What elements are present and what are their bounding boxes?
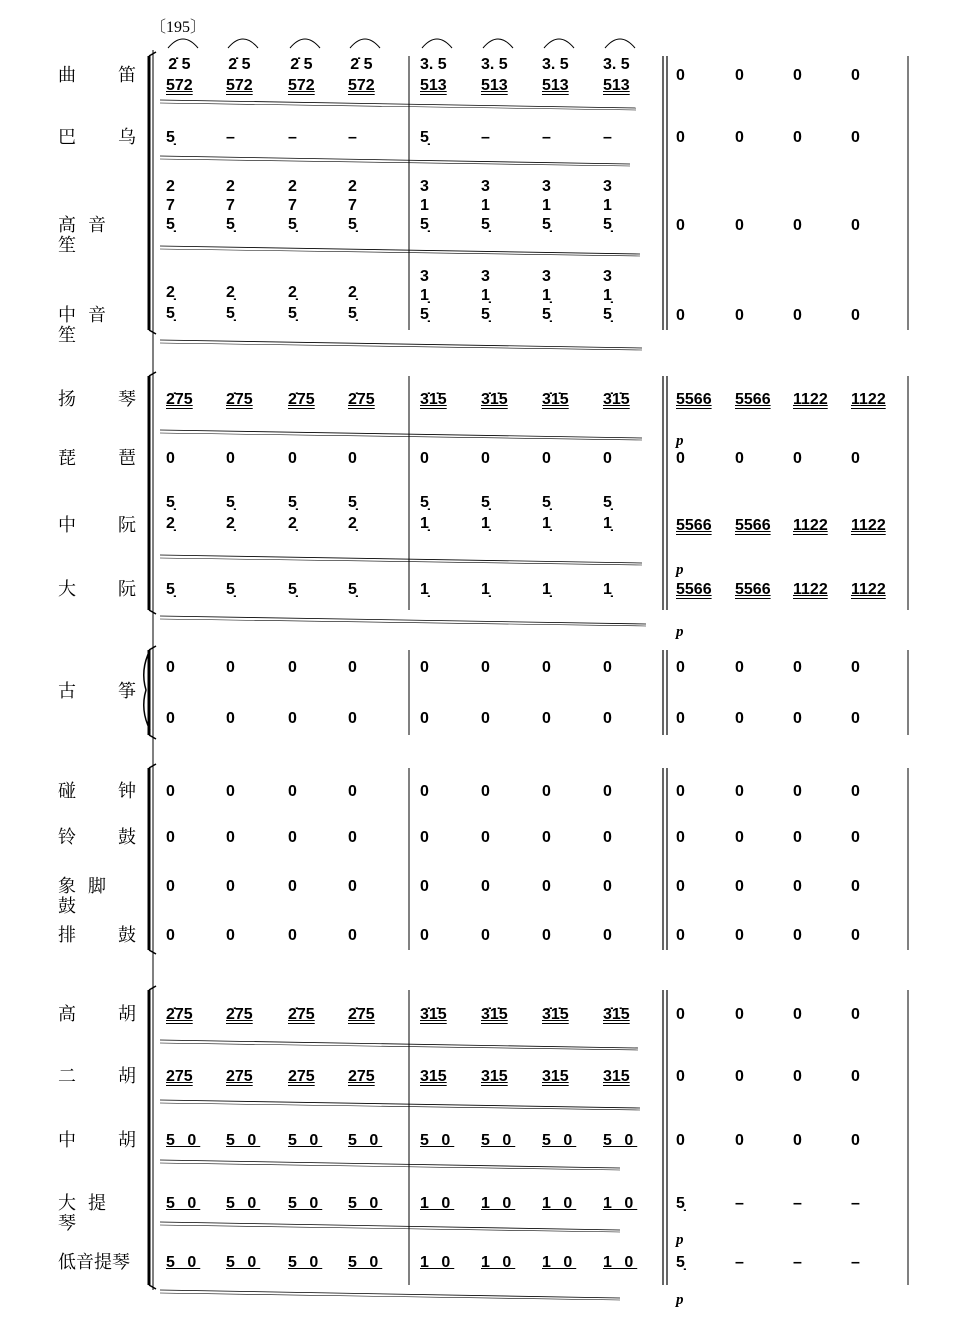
instrument-label: 大 阮	[58, 579, 136, 600]
note: 1122	[851, 391, 886, 408]
note: 0	[676, 1132, 685, 1149]
note: 0	[735, 829, 744, 846]
note: –	[851, 1254, 860, 1271]
note: 0	[676, 1006, 685, 1023]
note: 0	[851, 217, 860, 234]
note: 3̇1̇5	[542, 1006, 569, 1023]
note: 0	[676, 927, 685, 944]
note: 2̇ 5 572	[288, 56, 315, 94]
note: 5̣ 1̣	[420, 494, 429, 532]
note: 0	[420, 783, 429, 800]
note: 5̣ 2̣	[226, 494, 235, 532]
note: 275	[166, 1068, 193, 1085]
note: 0	[735, 307, 744, 324]
note: 0	[793, 829, 802, 846]
rehearsal-mark: 〔195〕	[150, 19, 207, 36]
note: 0	[676, 878, 685, 895]
instrument-label: 大提琴	[58, 1193, 118, 1234]
note: 0	[851, 927, 860, 944]
note: –	[226, 129, 235, 146]
note: 2̣ 5̣	[288, 284, 297, 322]
note: 5̣	[420, 129, 429, 146]
note: 0	[226, 878, 235, 895]
note: 315	[603, 1068, 630, 1085]
instrument-label: 高 胡	[58, 1004, 136, 1025]
note: 5 0	[166, 1254, 201, 1271]
note: 0	[793, 307, 802, 324]
note: 2̇75	[348, 1006, 375, 1023]
note: 0	[851, 1068, 860, 1085]
note: 3 1̣ 5̣	[542, 268, 551, 323]
note: 2̇75	[348, 391, 375, 408]
note: 0	[676, 659, 685, 676]
note: 0	[481, 710, 490, 727]
note: 0	[166, 829, 175, 846]
note: 1 0	[420, 1254, 455, 1271]
note: 0	[793, 217, 802, 234]
note: 0	[603, 878, 612, 895]
note: 0	[348, 927, 357, 944]
slur	[228, 39, 258, 48]
note: 1122	[851, 581, 886, 598]
note: 0	[226, 783, 235, 800]
note: 1 0	[481, 1254, 516, 1271]
note: 315	[420, 1068, 447, 1085]
note: 0	[542, 710, 551, 727]
note: –	[481, 129, 490, 146]
note: 0	[676, 67, 685, 84]
note: 2̣ 5̣	[166, 284, 175, 322]
note: 0	[735, 927, 744, 944]
note: 0	[288, 710, 297, 727]
note: 275	[288, 1068, 315, 1085]
note: 5̣ 1̣	[481, 494, 490, 532]
note: 3. 5 513	[542, 56, 569, 94]
note: 0	[348, 829, 357, 846]
note: 2̇75	[226, 391, 253, 408]
note: 3. 5 513	[603, 56, 630, 94]
instrument-label: 二 胡	[58, 1066, 136, 1087]
note: 0	[481, 927, 490, 944]
instrument-label: 高音笙	[58, 215, 118, 256]
note: –	[542, 129, 551, 146]
note: 0	[226, 927, 235, 944]
note: 0	[851, 1132, 860, 1149]
note: 0	[735, 1006, 744, 1023]
note: 0	[542, 927, 551, 944]
note: 1122	[793, 517, 828, 534]
note: 0	[851, 783, 860, 800]
note: 0	[226, 829, 235, 846]
note: 5̣ 2̣	[166, 494, 175, 532]
note: 3̇1̇5	[542, 391, 569, 408]
instrument-label: 低音提琴	[58, 1252, 130, 1273]
note: 0	[481, 783, 490, 800]
note: 0	[603, 659, 612, 676]
note: 3. 5 513	[420, 56, 447, 94]
note: 0	[676, 710, 685, 727]
dynamic-mark: p	[676, 1292, 684, 1308]
note: 0	[481, 450, 490, 467]
note: 5̣	[676, 1254, 685, 1271]
note: 0	[676, 783, 685, 800]
note: 5 0	[166, 1132, 201, 1149]
note: 0	[793, 67, 802, 84]
note: 0	[348, 710, 357, 727]
note: 0	[288, 927, 297, 944]
note: 5 0	[166, 1195, 201, 1212]
slur	[605, 39, 635, 48]
dynamic-mark: p	[676, 562, 684, 578]
note: 0	[793, 783, 802, 800]
note: 0	[166, 450, 175, 467]
note: 0	[288, 829, 297, 846]
note: 0	[420, 927, 429, 944]
instrument-label: 铃 鼓	[58, 827, 136, 848]
note: 0	[481, 659, 490, 676]
note: 0	[851, 67, 860, 84]
note: 0	[481, 829, 490, 846]
note: 5 0	[348, 1254, 383, 1271]
note: 0	[166, 878, 175, 895]
note: 1 0	[542, 1254, 577, 1271]
note: 0	[603, 710, 612, 727]
note: 5 0	[226, 1132, 261, 1149]
note: 5̣	[226, 581, 235, 598]
note: 1 0	[481, 1195, 516, 1212]
instrument-label: 巴 乌	[58, 127, 136, 148]
note: 2̇75	[288, 1006, 315, 1023]
note: 0	[676, 217, 685, 234]
note: 2̇75	[166, 1006, 193, 1023]
slur	[168, 39, 198, 48]
note: 5̣ 2̣	[288, 494, 297, 532]
note: 0	[420, 710, 429, 727]
note: 315	[542, 1068, 569, 1085]
note: 2̣ 5̣	[348, 284, 357, 322]
note: 1̣	[542, 581, 551, 598]
instrument-label: 中 阮	[58, 515, 136, 536]
slur	[422, 39, 452, 48]
note: 0	[793, 710, 802, 727]
note: 5566	[735, 517, 771, 534]
note: 1̣	[481, 581, 490, 598]
note: 0	[348, 659, 357, 676]
note: 0	[851, 129, 860, 146]
note: 2̇75	[166, 391, 193, 408]
note: 5̣ 2̣	[348, 494, 357, 532]
note: 0	[851, 710, 860, 727]
note: 0	[735, 783, 744, 800]
note: 0	[793, 1132, 802, 1149]
note: –	[603, 129, 612, 146]
note: 1122	[793, 391, 828, 408]
note: 2̣ 5̣	[226, 284, 235, 322]
note: 2̇75	[288, 391, 315, 408]
note: –	[793, 1254, 802, 1271]
note: –	[851, 1195, 860, 1212]
note: 0	[676, 450, 685, 467]
note: –	[735, 1254, 744, 1271]
note: 5 0	[542, 1132, 577, 1149]
note: 0	[793, 927, 802, 944]
note: 5̣	[348, 581, 357, 598]
note: 0	[420, 659, 429, 676]
note: 2 7 5̣	[226, 178, 235, 233]
slur	[290, 39, 320, 48]
note: 0	[735, 659, 744, 676]
note: 3̇1̇5	[481, 391, 508, 408]
note: 3̇1̇5	[603, 391, 630, 408]
note: 0	[166, 927, 175, 944]
note: 0	[226, 450, 235, 467]
note: 0	[735, 1068, 744, 1085]
note: 0	[676, 829, 685, 846]
note: –	[735, 1195, 744, 1212]
note: 5 0	[348, 1195, 383, 1212]
note: 2̇ 5 572	[166, 56, 193, 94]
note: 5566	[676, 391, 712, 408]
dynamic-mark: p	[676, 1232, 684, 1248]
instrument-label: 中 胡	[58, 1130, 136, 1151]
dynamic-mark: p	[676, 624, 684, 640]
note: 0	[851, 307, 860, 324]
note: 0	[735, 67, 744, 84]
note: 0	[603, 783, 612, 800]
note: 5 0	[288, 1195, 323, 1212]
note: 0	[420, 878, 429, 895]
note: 0	[735, 1132, 744, 1149]
note: 3 1̣ 5̣	[481, 268, 490, 323]
note: 0	[851, 659, 860, 676]
instrument-label: 琵 琶	[58, 448, 136, 469]
note: –	[348, 129, 357, 146]
note: 0	[735, 217, 744, 234]
note: 0	[603, 450, 612, 467]
note: 0	[288, 659, 297, 676]
note: 5 0	[226, 1195, 261, 1212]
note: 5 0	[226, 1254, 261, 1271]
note: 5566	[735, 581, 771, 598]
note: 2 7 5̣	[166, 178, 175, 233]
note: 5 0	[348, 1132, 383, 1149]
note: 1 0	[542, 1195, 577, 1212]
note: 0	[542, 659, 551, 676]
note: 5 0	[288, 1132, 323, 1149]
note: 5̣ 1̣	[542, 494, 551, 532]
note: 0	[288, 450, 297, 467]
note: 0	[676, 307, 685, 324]
note: 0	[793, 878, 802, 895]
note: 0	[676, 1068, 685, 1085]
note: 0	[851, 878, 860, 895]
note: 0	[348, 450, 357, 467]
instrument-label: 中音笙	[58, 305, 118, 346]
note: 5̣ 1̣	[603, 494, 612, 532]
dynamic-mark: p	[676, 433, 684, 449]
slur	[544, 39, 574, 48]
note: 2 7 5̣	[288, 178, 297, 233]
note: 0	[542, 829, 551, 846]
note: 0	[793, 1068, 802, 1085]
note: 315	[481, 1068, 508, 1085]
note: 2̇75	[226, 1006, 253, 1023]
note: 275	[348, 1068, 375, 1085]
note: 3 1 5̣	[481, 178, 490, 233]
note: 3̇1̇5	[603, 1006, 630, 1023]
note: 0	[735, 878, 744, 895]
note: 0	[735, 710, 744, 727]
note: 5 0	[288, 1254, 323, 1271]
note: 3 1 5̣	[420, 178, 429, 233]
note: 0	[348, 783, 357, 800]
note: 1122	[851, 517, 886, 534]
instrument-label: 曲 笛	[58, 65, 136, 86]
note: 5 0	[420, 1132, 455, 1149]
note: 0	[481, 878, 490, 895]
note: 0	[542, 878, 551, 895]
note: 0	[226, 710, 235, 727]
note: 3 1 5̣	[603, 178, 612, 233]
note: –	[793, 1195, 802, 1212]
note: 3̇1̇5	[420, 1006, 447, 1023]
note: 275	[226, 1068, 253, 1085]
note: 0	[851, 829, 860, 846]
note: 5 0	[603, 1132, 638, 1149]
note: 0	[542, 783, 551, 800]
note: 5566	[676, 581, 712, 598]
note: 0	[851, 450, 860, 467]
note: –	[288, 129, 297, 146]
note: 0	[166, 783, 175, 800]
instrument-label: 扬 琴	[58, 389, 136, 410]
note: 0	[226, 659, 235, 676]
note: 3 1 5̣	[542, 178, 551, 233]
note: 3 1̣ 5̣	[603, 268, 612, 323]
slur	[350, 39, 380, 48]
note: 1 0	[603, 1195, 638, 1212]
note: 2̇ 5 572	[348, 56, 375, 94]
note: 2̇ 5 572	[226, 56, 253, 94]
note: 0	[793, 129, 802, 146]
note: 0	[288, 878, 297, 895]
note: 5̣	[288, 581, 297, 598]
note: 3̇1̇5	[420, 391, 447, 408]
note: 0	[603, 927, 612, 944]
note: 0	[542, 450, 551, 467]
note: 5̣	[166, 129, 175, 146]
note: 1 0	[603, 1254, 638, 1271]
note: 5̣	[166, 581, 175, 598]
note: 0	[166, 659, 175, 676]
note: 0	[603, 829, 612, 846]
note: 3. 5 513	[481, 56, 508, 94]
note: 0	[735, 129, 744, 146]
instrument-label: 排 鼓	[58, 925, 136, 946]
note: 5566	[676, 517, 712, 534]
note: 0	[851, 1006, 860, 1023]
note: 2 7 5̣	[348, 178, 357, 233]
note: 1̣	[420, 581, 429, 598]
note: 0	[420, 829, 429, 846]
note: 1 0	[420, 1195, 455, 1212]
note: 0	[793, 450, 802, 467]
note: 5̣	[676, 1195, 685, 1212]
note: 0	[166, 710, 175, 727]
slur	[483, 39, 513, 48]
note: 0	[676, 129, 685, 146]
note: 0	[735, 450, 744, 467]
note: 0	[793, 659, 802, 676]
note: 0	[420, 450, 429, 467]
note: 3̇1̇5	[481, 1006, 508, 1023]
note: 0	[793, 1006, 802, 1023]
instrument-label: 碰 钟	[58, 781, 136, 802]
note: 1122	[793, 581, 828, 598]
note: 3 1̣ 5̣	[420, 268, 429, 323]
note: 1̣	[603, 581, 612, 598]
note: 5566	[735, 391, 771, 408]
note: 0	[288, 783, 297, 800]
note: 5 0	[481, 1132, 516, 1149]
note: 0	[348, 878, 357, 895]
instrument-label: 古 筝	[58, 681, 136, 702]
instrument-label: 象脚鼓	[58, 876, 118, 917]
